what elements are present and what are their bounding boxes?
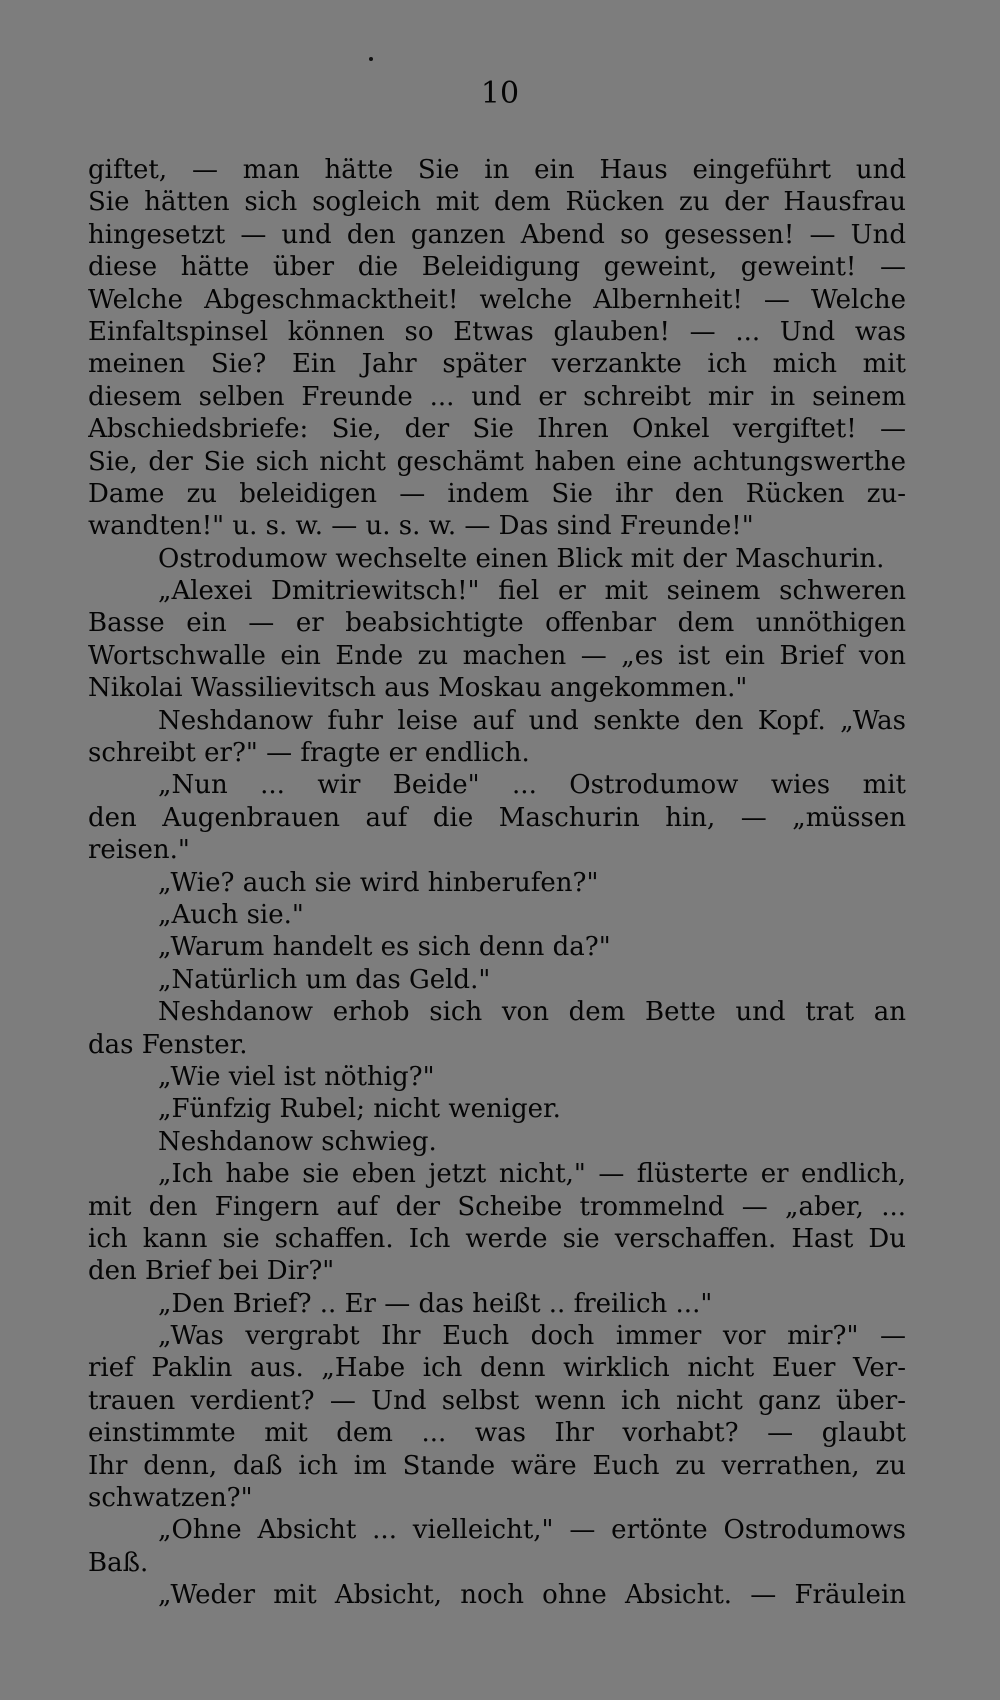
text-line: trauen verdient? — Und selbst wenn ich nicht ganz über- xyxy=(88,1385,906,1416)
text-line: Einfaltspinsel können so Etwas glauben! — ... Und was xyxy=(88,316,906,347)
text-line: Sie hätten sich sogleich mit dem Rücken zu der Hausfrau xyxy=(88,187,906,218)
page-number: 10 xyxy=(480,76,520,111)
text-line: Neshdanow schwieg. xyxy=(158,1126,437,1157)
text-line: Nikolai Wassilievitsch aus Moskau angekommen." xyxy=(88,673,748,704)
body-text xyxy=(88,154,906,1612)
text-line: „Was vergrabt Ihr Euch doch immer vor mir?" — xyxy=(158,1321,906,1352)
text-line: einstimmte mit dem ... was Ihr vorhabt? — glaubt xyxy=(88,1418,906,1449)
text-line: hingesetzt — und den ganzen Abend so gesessen! — Und xyxy=(88,219,906,250)
text-line: „Alexei Dmitriewitsch!" fiel er mit seinem schweren xyxy=(158,576,906,607)
text-line: „Fünfzig Rubel; nicht weniger. xyxy=(158,1094,561,1125)
text-line: „Ohne Absicht ... vielleicht," — ertönte Ostrodumows xyxy=(158,1515,906,1546)
text-line: mit den Fingern auf der Scheibe trommelnd — „aber, ... xyxy=(88,1191,906,1222)
text-line: „Nun ... wir Beide" ... Ostrodumow wies mit xyxy=(158,770,906,801)
text-line: Ihr denn, daß ich im Stande wäre Euch zu verrathen, zu xyxy=(88,1450,906,1481)
text-line: diese hätte über die Beleidigung geweint, geweint! — xyxy=(88,252,906,283)
text-line: das Fenster. xyxy=(88,1029,248,1060)
text-line: „Den Brief? .. Er — das heißt .. freilich ..." xyxy=(158,1288,713,1319)
text-line: Ostrodumow wechselte einen Blick mit der Maschurin. xyxy=(158,543,885,574)
text-line: Welche Abgeschmacktheit! welche Albernheit! — Welche xyxy=(88,284,906,315)
ink-speck xyxy=(369,57,373,61)
text-line: Baß. xyxy=(88,1547,149,1578)
text-line: Dame zu beleidigen — indem Sie ihr den Rücken zu- xyxy=(88,478,906,509)
text-line: rief Paklin aus. „Habe ich denn wirklich nicht Euer Ver- xyxy=(88,1353,906,1384)
text-line: Neshdanow fuhr leise auf und senkte den Kopf. „Was xyxy=(158,705,906,736)
text-line: Abschiedsbriefe: Sie, der Sie Ihren Onkel vergiftet! — xyxy=(88,414,906,445)
text-line: meinen Sie? Ein Jahr später verzankte ich mich mit xyxy=(88,349,906,380)
text-line: „Auch sie." xyxy=(158,899,304,930)
text-line: „Natürlich um das Geld." xyxy=(158,964,491,995)
text-line: „Warum handelt es sich denn da?" xyxy=(158,932,611,963)
text-line: „Wie viel ist nöthig?" xyxy=(158,1061,435,1092)
text-line: „Ich habe sie eben jetzt nicht," — flüsterte er endlich, xyxy=(158,1159,906,1190)
text-line: wandten!" u. s. w. — u. s. w. — Das sind Freunde!" xyxy=(88,511,754,542)
text-line: diesem selben Freunde ... und er schreibt mir in seinem xyxy=(88,381,906,412)
text-line: giftet, — man hätte Sie in ein Haus eingeführt und xyxy=(88,155,906,185)
text-line: den Augenbrauen auf die Maschurin hin, — „müssen xyxy=(88,802,906,833)
text-line: schreibt er?" — fragte er endlich. xyxy=(88,738,530,769)
text-line: „Weder mit Absicht, noch ohne Absicht. — Fräulein xyxy=(158,1580,906,1611)
text-line: Sie, der Sie sich nicht geschämt haben eine achtungswerthe xyxy=(88,446,906,477)
text-line: schwatzen?" xyxy=(88,1483,253,1514)
text-line: Neshdanow erhob sich von dem Bette und trat an xyxy=(158,997,906,1028)
text-line: ich kann sie schaffen. Ich werde sie verschaffen. Hast Du xyxy=(88,1223,906,1254)
text-line: „Wie? auch sie wird hinberufen?" xyxy=(158,867,599,898)
text-line: den Brief bei Dir?" xyxy=(88,1256,335,1287)
text-line: reisen." xyxy=(88,835,190,866)
text-line: Basse ein — er beabsichtigte offenbar dem unnöthigen xyxy=(88,608,906,639)
text-line: Wortschwalle ein Ende zu machen — „es ist ein Brief von xyxy=(88,640,906,671)
